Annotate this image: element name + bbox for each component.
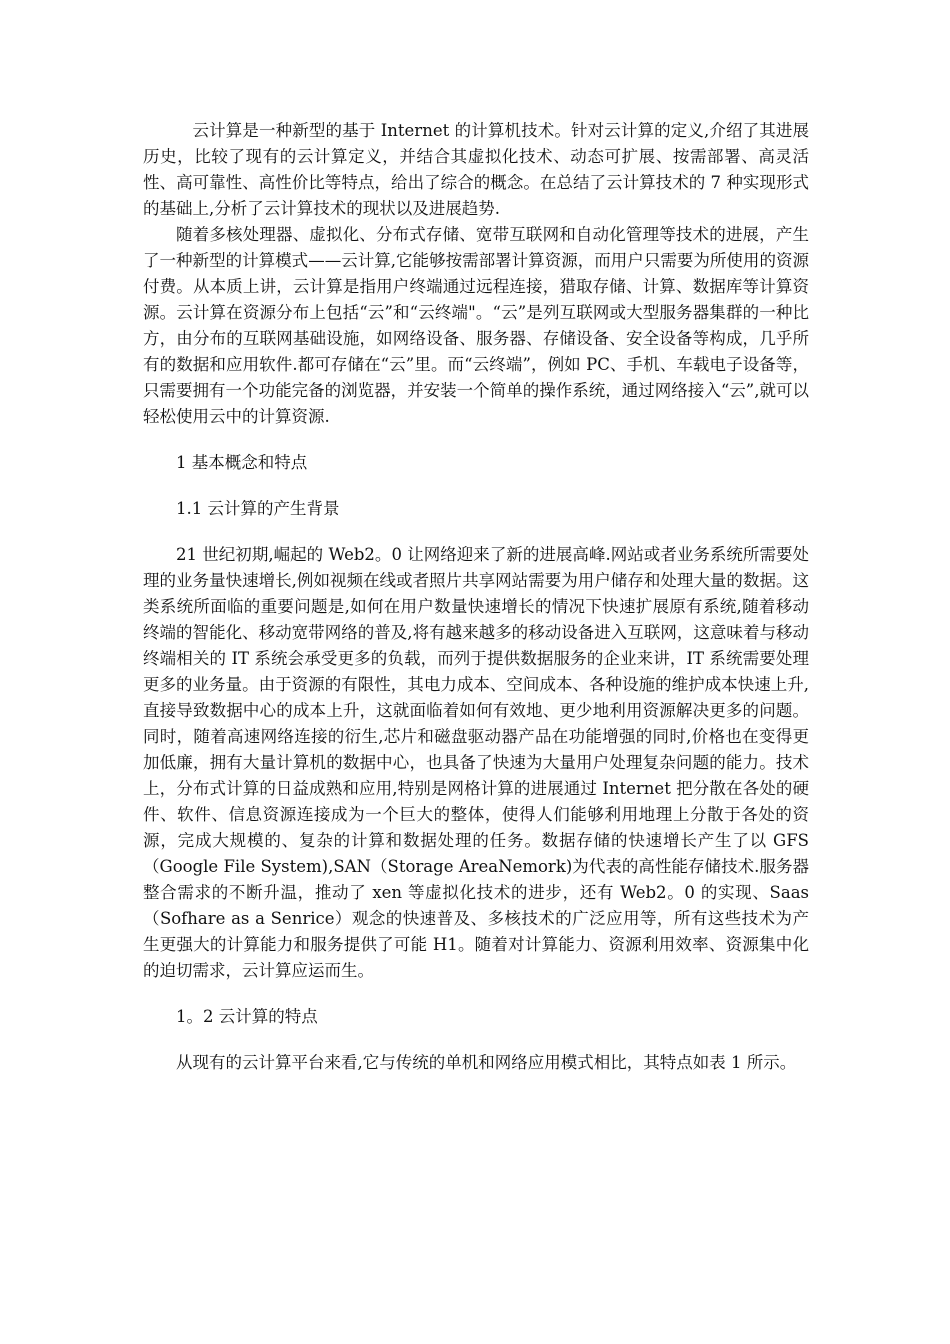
features-paragraph: 从现有的云计算平台来看,它与传统的单机和网络应用模式相比，其特点如表 1 所示。: [176, 1053, 797, 1072]
intro-paragraph: 随着多核处理器、虚拟化、分布式存储、宽带互联网和自动化管理等技术的进展，产生了一种新型的计算模式——云计算,它能够按需部署计算资源，而用户只需要为所使用的资源付费。从本质上讲，云计算是指用户终端通过远程连接，猎取存储、计算、数据库等计算资源。云计算在资源分布上包括“云”和“云终端"。“云”是列互联网或大型服务器集群的一种比方，由分布的互联网基础设施，如网络设备、服务器、存储设备、安全设备等构成，几乎所有的数据和应用软件.都可存储在“云”里。而“云终端”，例如 PC、手机、车载电子设备等，只需要拥有一个功能完备的浏览器，并安装一个简单的操作系统，通过网络接入“云”,就可以轻松使用云中的计算资源.: [143, 225, 809, 426]
abstract-paragraph: 云计算是一种新型的基于 Internet 的计算机技术。针对云计算的定义,介绍了其进展历史，比较了现有的云计算定义，并结合其虚拟化技术、动态可扩展、按需部署、高灵活性、高可靠性、高性价比等特点，给出了综合的概念。在总结了云计算技术的 7 种实现形式的基础上,分析了云计算技术的现状以及进展趋势.: [143, 121, 809, 218]
background-paragraph: 21 世纪初期,崛起的 Web2。0 让网络迎来了新的进展高峰.网站或者业务系统所需要处理的业务量快速增长,例如视频在线或者照片共享网站需要为用户储存和处理大量的数据。这类系统所面临的重要问题是,如何在用户数量快速增长的情况下快速扩展原有系统,随着移动终端的智能化、移动宽带网络的普及,将有越来越多的移动设备进入互联网，这意味着与移动终端相关的 IT 系统会承受更多的负载，而列于提供数据服务的企业来讲，IT 系统需要处理更多的业务量。由于资源的有限性，其电力成本、空间成本、各种设施的维护成本快速上升,直接导致数据中心的成本上升，这就面临着如何有效地、更少地利用资源解决更多的问题。同时，随着高速网络连接的衍生,芯片和磁盘驱动器产品在功能增强的同时,价格也在变得更加低廉，拥有大量计算机的数据中心，也具备了快速为大量用户处理复杂问题的能力。技术上，分布式计算的日益成熟和应用,特别是网格计算的进展通过 Internet 把分散在各处的硬件、软件、信息资源连接成为一个巨大的整体，使得人们能够利用地理上分散于各处的资源，完成大规模的、复杂的计算和数据处理的任务。数据存储的快速增长产生了以 GFS（Google File System),SAN（Storage AreaNemork)为代表的高性能存储技术.服务器整合需求的不断升温，推动了 xen 等虚拟化技术的进步，还有 Web2。0 的实现、Saas（Sofhare as a Senrice）观念的快速普及、多核技术的广泛应用等，所有这些技术为产生更强大的计算能力和服务提供了可能 H1。随着对计算能力、资源利用效率、资源集中化的迫切需求，云计算应运而生。: [143, 545, 809, 980]
document-page: [143, 118, 809, 1076]
section-heading-1-2: 1。2 云计算的特点: [176, 1007, 318, 1026]
section-heading-1-1: 1.1 云计算的产生背景: [176, 499, 340, 518]
section-heading-1: 1 基本概念和特点: [176, 453, 308, 472]
